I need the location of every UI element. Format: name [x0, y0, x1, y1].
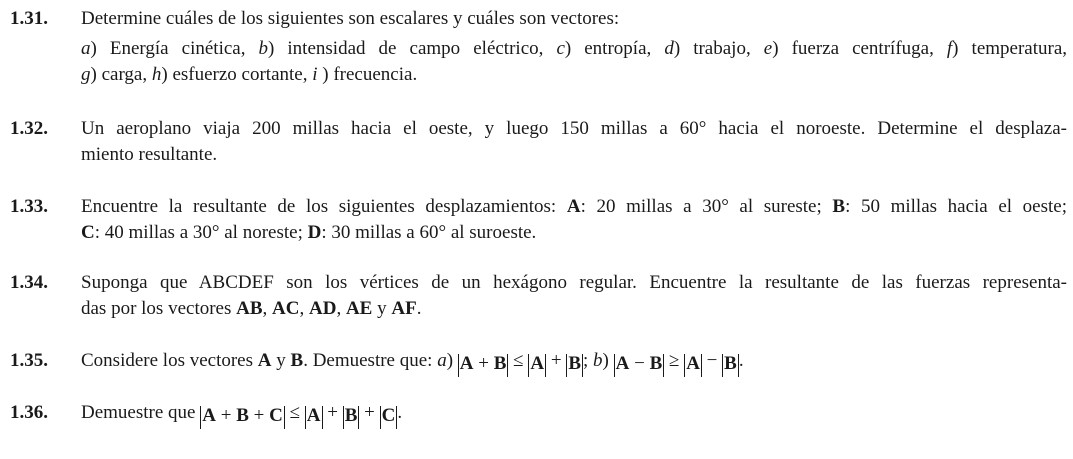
absolute-value: A + B + C — [200, 406, 285, 429]
absolute-value: A — [528, 354, 546, 377]
part-letter: a — [437, 350, 447, 371]
absolute-value: A + B — [458, 354, 509, 377]
item-text: ) intensidad de campo eléctrico, — [268, 38, 557, 59]
item-letter: g — [81, 64, 91, 85]
item-text: ) esfuerzo cortante, — [161, 64, 313, 85]
problem-text-line-1: Demuestre que A + B + C ≤ A + B + C . — [81, 400, 1073, 429]
problem-text-line-2: das por los vectores AB, AC, AD, AE y AF. — [81, 298, 422, 319]
problem-number: 1.33. — [10, 196, 48, 217]
absolute-value: B — [722, 354, 739, 377]
problem-body — [81, 270, 1073, 322]
item-text: ) temperatura, — [952, 38, 1068, 59]
item-letter: i — [312, 64, 318, 85]
item-list — [81, 36, 1067, 88]
problem-body — [81, 194, 1073, 246]
part-letter: b — [593, 350, 603, 371]
item-letter: d — [664, 38, 674, 59]
problem-body — [81, 6, 1073, 85]
absolute-value: C — [380, 406, 398, 429]
problem-text-line-2: miento resultante. — [81, 144, 218, 165]
problem-text-line-1: Considere los vectores A y B. Demuestre que: a) A + B ≤ A + B ; b) A − B ≥ A − B . — [81, 348, 1073, 377]
item-text: ) Energía cinética, — [90, 38, 259, 59]
item-text: ) entropía, — [564, 38, 665, 59]
absolute-value: A — [305, 406, 323, 429]
item-letter: c — [556, 38, 565, 59]
item-letter: a — [81, 38, 91, 59]
problem-number: 1.34. — [10, 272, 48, 293]
vector-label: B — [832, 196, 846, 217]
vector-label: AF — [391, 298, 417, 319]
problem-text-line-1: Encuentre la resultante de los siguientes desplazamientos: A: 20 millas a 30° al sureste; B: 50 millas hacia el oeste; — [81, 196, 1067, 217]
problem-intro: Determine cuáles de los siguientes son escalares y cuáles son vectores: — [81, 8, 620, 29]
item-letter: b — [258, 38, 269, 59]
item-letter: h — [151, 64, 162, 85]
absolute-value: A − B — [614, 354, 665, 377]
item-text: ) trabajo, — [673, 38, 764, 59]
vector-label: D — [307, 222, 322, 243]
problem-number: 1.35. — [10, 350, 48, 371]
vector-label: A — [257, 350, 272, 371]
vector-label: AB — [236, 298, 263, 319]
item-text: ) frecuencia. — [317, 64, 418, 85]
vector-label: B — [290, 350, 304, 371]
item-text: ) carga, — [90, 64, 152, 85]
vector-label: AD — [309, 298, 337, 319]
problem-body — [81, 348, 1073, 377]
vector-label: C — [81, 222, 95, 243]
absolute-value: B — [566, 354, 583, 377]
problem-number: 1.36. — [10, 402, 48, 423]
problem-number: 1.31. — [10, 8, 48, 29]
item-list-line-1 — [81, 36, 1067, 62]
problem-body — [81, 116, 1073, 168]
item-text: ) fuerza centrífuga, — [772, 38, 947, 59]
vector-label: AC — [272, 298, 300, 319]
vector-label: AE — [345, 298, 373, 319]
item-letter: e — [763, 38, 773, 59]
problem-text-line-1: Un aeroplano viaja 200 millas hacia el oeste, y luego 150 millas a 60° hacia el noroeste. Determine el desplaza- — [81, 118, 1067, 139]
absolute-value: A — [684, 354, 702, 377]
item-list-line-2 — [81, 62, 1067, 88]
problem-body — [81, 400, 1073, 429]
problem-text-line-1: Suponga que ABCDEF son los vértices de un hexágono regular. Encuentre la resultante de las fuerzas representa- — [81, 272, 1067, 293]
absolute-value: B — [343, 406, 360, 429]
vector-label: A — [566, 196, 581, 217]
problem-number: 1.32. — [10, 118, 48, 139]
item-letter: f — [946, 38, 953, 59]
problem-text-line-2: C: 40 millas a 30° al noreste; D: 30 millas a 60° al suroeste. — [81, 222, 537, 243]
